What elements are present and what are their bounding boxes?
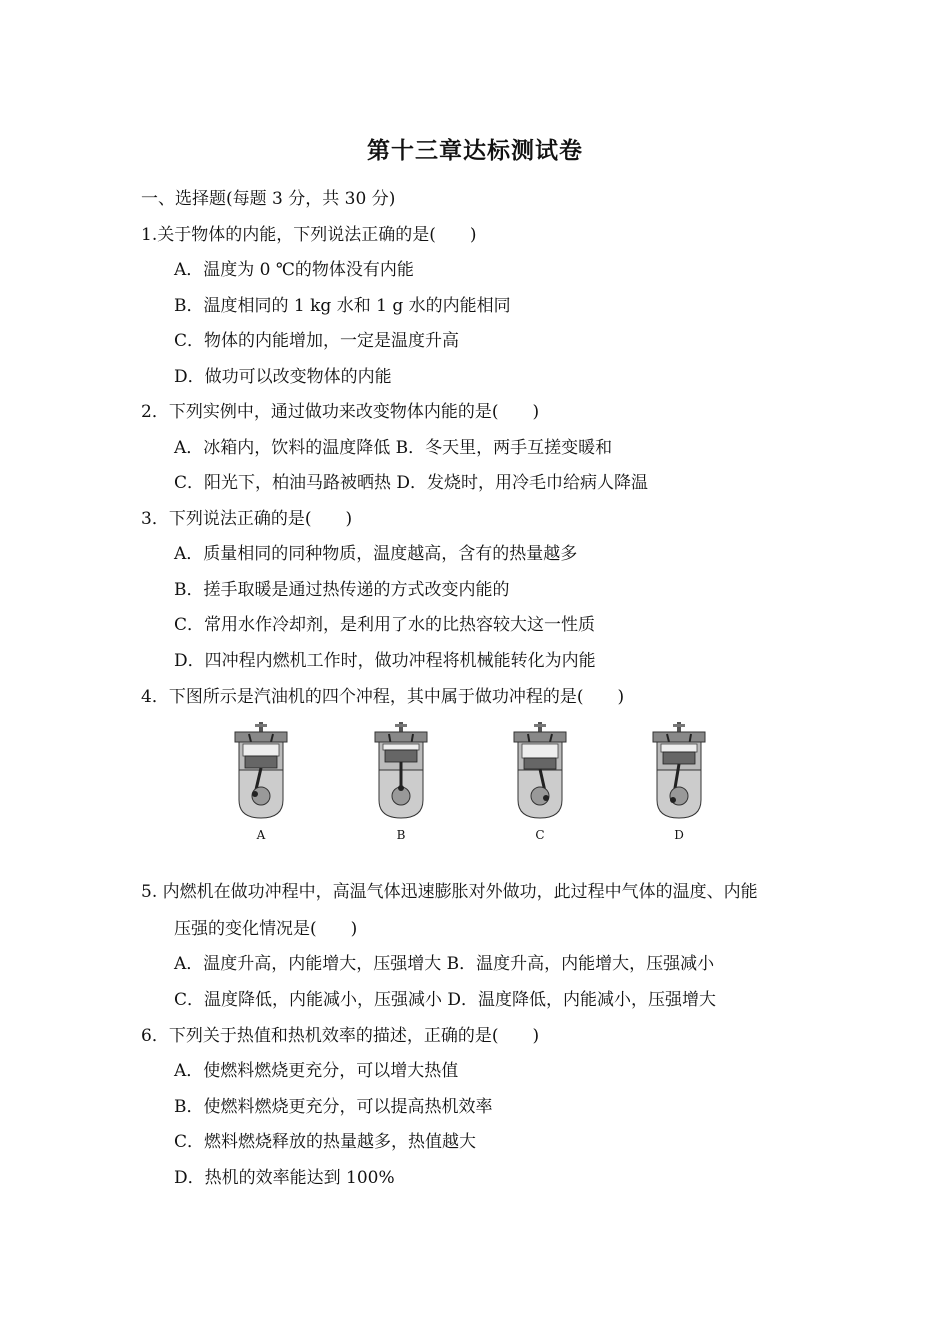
question-3-option-c: C．常用水作冷却剂，是利用了水的比热容较大这一性质 bbox=[174, 615, 596, 635]
question-2-options-cd: C．阳光下，柏油马路被晒热 D．发烧时，用冷毛巾给病人降温 bbox=[174, 473, 649, 493]
question-2-stem: 2．下列实例中，通过做功来改变物体内能的是( ) bbox=[141, 402, 540, 422]
question-5-stem: 5. 内燃机在做功冲程中，高温气体迅速膨胀对外做功，此过程中气体的温度、内能 bbox=[141, 882, 758, 902]
figure-label-c: C bbox=[535, 828, 545, 842]
question-5-stem-continued: 压强的变化情况是( ) bbox=[174, 919, 358, 939]
figure-label-b: B bbox=[396, 828, 406, 842]
question-6-option-a: A．使燃料燃烧更充分，可以增大热值 bbox=[174, 1061, 459, 1081]
question-3-option-d: D．四冲程内燃机工作时，做功冲程将机械能转化为内能 bbox=[174, 651, 596, 671]
question-5-options-ab: A．温度升高，内能增大，压强增大 B．温度升高，内能增大，压强减小 bbox=[174, 954, 715, 974]
page-title: 第十三章达标测试卷 bbox=[367, 138, 583, 164]
question-6-option-b: B．使燃料燃烧更充分，可以提高热机效率 bbox=[174, 1097, 493, 1117]
figure-label-a: A bbox=[256, 828, 266, 842]
question-3-option-b: B．搓手取暖是通过热传递的方式改变内能的 bbox=[174, 580, 510, 600]
question-1-stem: 1.关于物体的内能，下列说法正确的是( ) bbox=[141, 225, 477, 245]
question-1-option-a: A．温度为 0 ℃的物体没有内能 bbox=[174, 260, 414, 280]
section-heading: 一、选择题(每题 3 分，共 30 分) bbox=[141, 189, 396, 209]
engine-cylinder-icon bbox=[504, 722, 576, 822]
question-3-stem: 3．下列说法正确的是( ) bbox=[141, 509, 353, 529]
engine-figure-a bbox=[225, 722, 297, 847]
engine-figure-b bbox=[365, 722, 437, 847]
engine-cylinder-icon bbox=[365, 722, 437, 822]
question-6-option-c: C．燃料燃烧释放的热量越多，热值越大 bbox=[174, 1132, 477, 1152]
engine-figure-c bbox=[504, 722, 576, 847]
question-3-option-a: A．质量相同的同种物质，温度越高，含有的热量越多 bbox=[174, 544, 578, 564]
question-1-option-d: D．做功可以改变物体的内能 bbox=[174, 367, 392, 387]
question-6-stem: 6．下列关于热值和热机效率的描述，正确的是( ) bbox=[141, 1026, 540, 1046]
question-4-stem: 4．下图所示是汽油机的四个冲程，其中属于做功冲程的是( ) bbox=[141, 687, 625, 707]
engine-stroke-figures bbox=[225, 722, 725, 847]
question-1-option-b: B．温度相同的 1 kg 水和 1 g 水的内能相同 bbox=[174, 296, 511, 316]
question-5-options-cd: C．温度降低，内能减小，压强减小 D．温度降低，内能减小，压强增大 bbox=[174, 990, 717, 1010]
question-1-option-c: C．物体的内能增加，一定是温度升高 bbox=[174, 331, 460, 351]
question-6-option-d: D．热机的效率能达到 100% bbox=[174, 1168, 395, 1188]
engine-cylinder-icon bbox=[225, 722, 297, 822]
engine-cylinder-icon bbox=[643, 722, 715, 822]
engine-figure-d bbox=[643, 722, 715, 847]
figure-label-d: D bbox=[674, 828, 684, 842]
question-2-options-ab: A．冰箱内，饮料的温度降低 B．冬天里，两手互搓变暖和 bbox=[174, 438, 613, 458]
